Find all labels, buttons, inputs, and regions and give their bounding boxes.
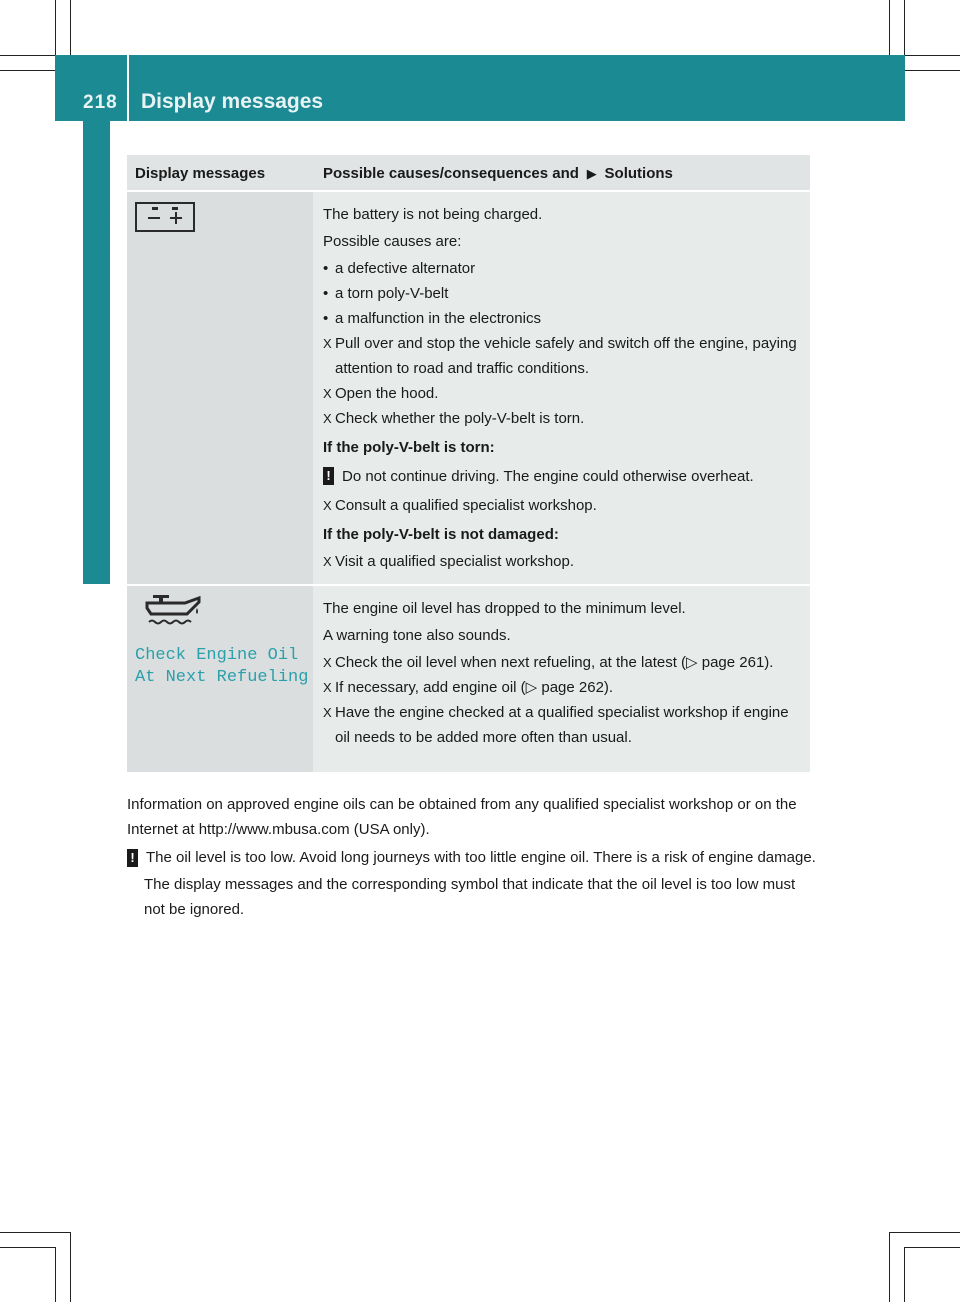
play-arrow-icon: ▶	[583, 166, 601, 181]
warning-icon: !	[323, 467, 334, 485]
col-header-solutions-suffix: Solutions	[604, 165, 673, 182]
message-cell	[127, 192, 313, 584]
bullet-icon: •	[323, 285, 329, 302]
bullet-text: a malfunction in the electronics	[335, 310, 541, 327]
step-arrow-icon: X	[323, 411, 332, 426]
list-item	[323, 650, 802, 675]
section-label: On-board computer and displays	[87, 200, 110, 530]
step-text: Check whether the poly-V-belt is torn.	[335, 410, 585, 427]
display-message-line: Check Engine Oil	[135, 646, 299, 665]
battery-icon	[135, 202, 195, 232]
crop-mark	[70, 1232, 71, 1302]
list-item	[323, 406, 802, 431]
list-item	[323, 306, 802, 331]
table-row	[127, 584, 810, 772]
page-title: Display messages	[141, 90, 324, 113]
oil-can-icon	[141, 594, 313, 633]
step-arrow-icon: X	[323, 386, 332, 401]
text-line: Possible causes are:	[323, 233, 462, 250]
crop-mark	[889, 1232, 960, 1233]
step-text: Pull over and stop the vehicle safely and switch off the engine, paying attention to road and traffic conditions.	[335, 335, 797, 377]
col-header-messages: Display messages	[135, 165, 266, 182]
bullet-text: a torn poly-V-belt	[335, 285, 449, 302]
list-item	[323, 256, 802, 281]
text-line: The battery is not being charged.	[323, 206, 543, 223]
display-message-text	[135, 645, 313, 689]
list-item	[323, 493, 802, 518]
condition-heading: If the poly-V-belt is not damaged:	[323, 526, 559, 543]
condition-heading: If the poly-V-belt is torn:	[323, 439, 495, 456]
solution-cell	[313, 192, 810, 584]
step-text: Have the engine checked at a qualified specialist workshop if engine oil needs to be added more often than usual.	[335, 704, 789, 746]
crop-mark	[0, 1247, 55, 1248]
step-text: Open the hood.	[335, 385, 439, 402]
warning-block	[127, 845, 817, 922]
crop-mark	[889, 1232, 890, 1302]
step-arrow-icon: X	[323, 498, 332, 513]
col-header-solutions-prefix: Possible causes/consequences and	[323, 165, 579, 182]
step-arrow-icon: X	[323, 705, 332, 720]
solution-cell	[313, 586, 810, 772]
step-arrow-icon: X	[323, 655, 332, 670]
table-header	[127, 155, 810, 190]
step-arrow-icon: X	[323, 554, 332, 569]
display-messages-table	[127, 155, 810, 772]
step-text: Check the oil level when next refueling, at the latest (▷ page 261).	[335, 654, 774, 671]
warning-note	[127, 845, 817, 870]
crop-mark	[0, 1232, 70, 1233]
crop-mark	[55, 0, 56, 55]
step-text: Consult a qualified specialist workshop.	[335, 497, 597, 514]
crop-mark	[904, 0, 905, 55]
crop-mark	[55, 1247, 56, 1302]
warning-note	[323, 464, 802, 489]
crop-mark	[0, 55, 55, 56]
warning-text: The oil level is too low. Avoid long journeys with too little engine oil. There is a risk of engine damage.	[146, 849, 816, 866]
list-item	[323, 549, 802, 574]
bullet-text: a defective alternator	[335, 260, 476, 277]
step-arrow-icon: X	[323, 336, 332, 351]
crop-mark	[904, 55, 960, 56]
list-item	[323, 675, 802, 700]
crop-mark	[904, 1247, 960, 1248]
bullet-icon: •	[323, 310, 329, 327]
text-line: The engine oil level has dropped to the minimum level.	[323, 600, 686, 617]
message-cell	[127, 586, 313, 772]
step-arrow-icon: X	[323, 680, 332, 695]
text-line: A warning tone also sounds.	[323, 627, 511, 644]
col-header-solutions	[313, 155, 810, 190]
list-item	[323, 331, 802, 381]
page-number: 218	[83, 92, 118, 113]
info-paragraph: Information on approved engine oils can be obtained from any qualified specialist workshop or on the Internet at http://www.mbusa.com (USA only).	[127, 796, 797, 838]
list-item	[323, 700, 802, 750]
step-text: Visit a qualified specialist workshop.	[335, 553, 575, 570]
crop-mark	[904, 1247, 905, 1302]
list-item	[323, 381, 802, 406]
bullet-icon: •	[323, 260, 329, 277]
display-message-line: At Next Refueling	[135, 668, 309, 687]
warning-text: Do not continue driving. The engine could otherwise overheat.	[342, 468, 754, 485]
warning-icon: !	[127, 849, 138, 867]
step-text: If necessary, add engine oil (▷ page 262).	[335, 679, 614, 696]
table-row	[127, 190, 810, 584]
list-item	[323, 281, 802, 306]
warning-continuation: The display messages and the corresponding symbol that indicate that the oil level is too low must not be ignored.	[144, 876, 796, 918]
header-divider	[127, 55, 129, 121]
